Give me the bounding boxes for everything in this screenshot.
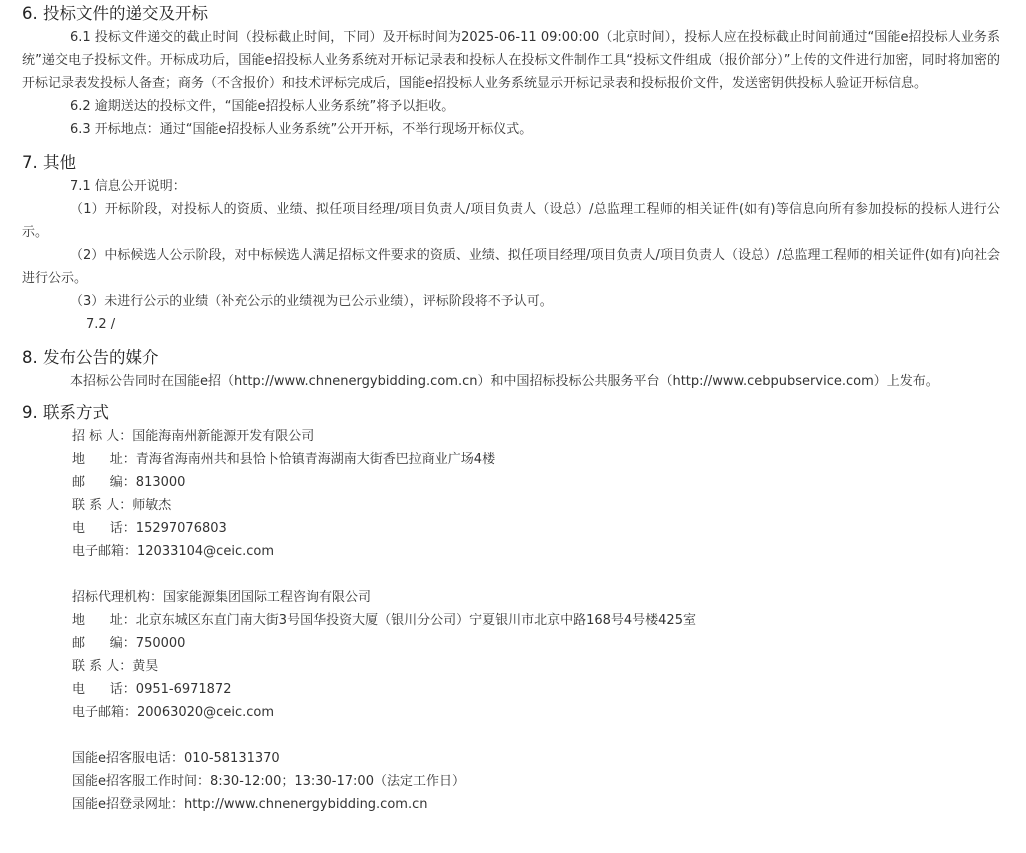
spacer: [72, 563, 1000, 586]
agent-postcode: 750000: [135, 636, 186, 651]
tenderer-postcode-row: [72, 471, 1000, 494]
section-8-paragraph: 本招标公告同时在国能e招（http://www.chnenergybidding.com.cn）和中国招标投标公共服务平台（http://www.cebpubservice.com）上发布。: [70, 374, 939, 389]
agent-name-row: [72, 586, 1000, 609]
service-login-label: 国能e招登录网址：: [72, 797, 184, 812]
section-7-1-item-2: （2）中标候选人公示阶段，对中标候选人满足招标文件要求的资质、业绩、拟任项目经理/项目负责人/项目负责人（设总）/总监理工程师的相关证件(如有)向社会进行公示。: [22, 248, 1000, 286]
agent-address-label: 地 址：: [72, 613, 136, 628]
section-7-1-paragraph: 7.1 信息公开说明：: [70, 179, 186, 194]
tenderer-address-label: 地 址：: [72, 452, 136, 467]
agent-contact-label: 联 系 人：: [72, 659, 133, 674]
tenderer-address-row: [72, 448, 1000, 471]
tenderer-contact: 师敏杰: [132, 498, 172, 513]
tenderer-contact-label: 联 系 人：: [72, 498, 133, 513]
service-phone-label: 国能e招客服电话：: [72, 751, 184, 766]
section-7-heading: 7. 其他: [22, 153, 76, 172]
service-hours: 8:30-12:00；13:30-17:00（法定工作日）: [210, 774, 465, 789]
tenderer-email: 12033104@ceic.com: [137, 544, 274, 559]
service-hours-label: 国能e招客服工作时间：: [72, 774, 210, 789]
section-6-1-paragraph: 6.1 投标文件递交的截止时间（投标截止时间，下同）及开标时间为2025-06-11 09:00:00（北京时间），投标人应在投标截止时间前通过“国能e招投标人业务系统”递交电子投标文件。开标成功后，国能e招投标人业务系统对开标记录表和投标人在投标文件制作工具“投标文件组成（报价部分）”上传的文件进行加密，同时将加密的开标记录表发投标人备查；商务（不含报价）和技术评标完成后，国能e招投标人业务系统显示开标记录表和投标报价文件，发送密钥供投标人验证开标信息。: [22, 30, 1000, 91]
agent-email-label: 电子邮箱：: [72, 705, 138, 720]
agent-email: 20063020@ceic.com: [137, 705, 274, 720]
agent-phone: 0951-6971872: [135, 682, 232, 697]
section-7-1-item-1: （1）开标阶段，对投标人的资质、业绩、拟任项目经理/项目负责人/项目负责人（设总）/总监理工程师的相关证件(如有)等信息向所有参加投标的投标人进行公示。: [22, 202, 1000, 240]
tenderer-phone-label: 电 话：: [72, 521, 136, 536]
service-phone: 010-58131370: [184, 751, 280, 766]
tenderer-email-label: 电子邮箱：: [72, 544, 138, 559]
section-9-heading: 9. 联系方式: [22, 403, 109, 422]
agent-address: 北京东城区东直门南大街3号国华投资大厦（银川分公司）宁夏银川市北京中路168号4号楼425室: [135, 613, 696, 628]
agent-contact: 黄昊: [132, 659, 159, 674]
tenderer-phone-row: [72, 517, 1000, 540]
service-phone-row: [72, 747, 1000, 770]
agent-phone-row: [72, 678, 1000, 701]
tenderer-postcode: 813000: [135, 475, 186, 490]
agent-address-row: [72, 609, 1000, 632]
tenderer-phone: 15297076803: [135, 521, 227, 536]
tenderer-contact-row: [72, 494, 1000, 517]
section-6-2-paragraph: 6.2 逾期送达的投标文件，“国能e招投标人业务系统”将予以拒收。: [70, 99, 455, 114]
tenderer-address: 青海省海南州共和县恰卜恰镇青海湖南大街香巴拉商业广场4楼: [135, 452, 496, 467]
tenderer-postcode-label: 邮 编：: [72, 475, 136, 490]
agent-name-label: 招标代理机构：: [72, 590, 164, 605]
spacer: [72, 724, 1000, 747]
tenderer-name-label: 招 标 人：: [72, 429, 133, 444]
agent-email-row: [72, 701, 1000, 724]
agent-name: 国家能源集团国际工程咨询有限公司: [163, 590, 372, 605]
section-6-heading: 6. 投标文件的递交及开标: [22, 4, 208, 23]
contact-info: [72, 425, 1000, 816]
agent-postcode-row: [72, 632, 1000, 655]
tenderer-name: 国能海南州新能源开发有限公司: [132, 429, 315, 444]
service-login-url: http://www.chnenergybidding.com.cn: [184, 797, 428, 812]
tenderer-name-row: [72, 425, 1000, 448]
section-6-3-paragraph: 6.3 开标地点：通过“国能e招投标人业务系统”公开开标，不举行现场开标仪式。: [70, 122, 533, 137]
section-8-heading: 8. 发布公告的媒介: [22, 348, 159, 367]
service-hours-row: [72, 770, 1000, 793]
agent-contact-row: [72, 655, 1000, 678]
agent-postcode-label: 邮 编：: [72, 636, 136, 651]
section-7-1-item-3: （3）未进行公示的业绩（补充公示的业绩视为已公示业绩），评标阶段将不予认可。: [70, 294, 553, 309]
section-7-2-paragraph: 7.2 /: [86, 317, 116, 332]
agent-phone-label: 电 话：: [72, 682, 136, 697]
tenderer-email-row: [72, 540, 1000, 563]
service-login-row: [72, 793, 1000, 816]
